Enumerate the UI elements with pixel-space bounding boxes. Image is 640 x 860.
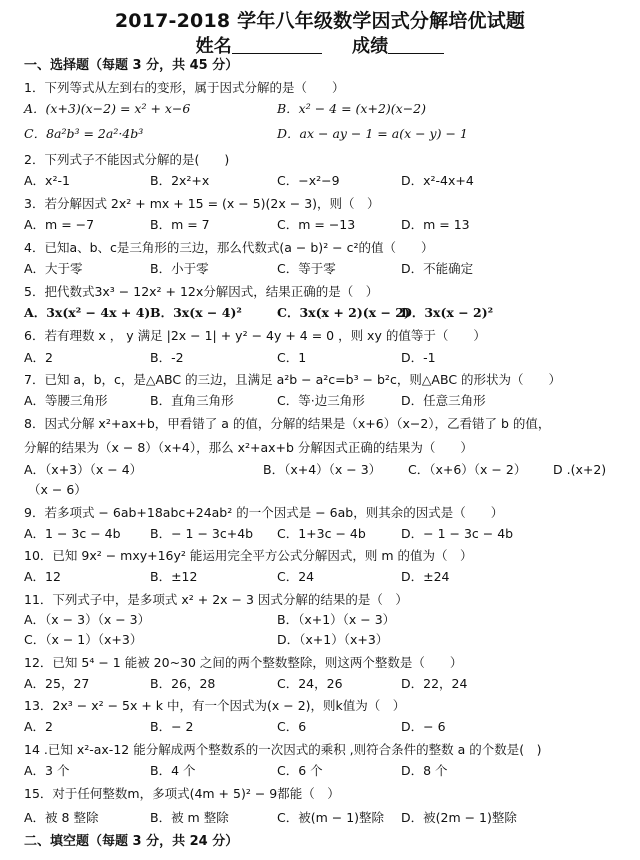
question-15-option-a: A．被 8 整除 [24,810,99,825]
section-choice-heading: 一、选择题（每题 3 分，共 45 分） [24,58,239,73]
question-14: 14 .已知 x²-ax-12 能分解成两个整数系的一次因式的乘积 ,则符合条件的整数 a 的个数是( ) [24,742,542,757]
question-4-option-c: C．等于零 [277,261,336,276]
question-11-option-a: A．（x − 3）（x − 3） [24,612,151,627]
question-3-option-b: B．m = 7 [150,217,210,232]
question-7-option-a: A．等腰三角形 [24,393,108,408]
question-12-option-b: B．26，28 [150,676,216,691]
question-4-option-a: A．大于零 [24,261,83,276]
question-6: 6．若有理数 x ， y 满足 |2x − 1| + y² − 4y + 4 = 0 ，则 xy 的值等于（ ） [24,328,486,343]
question-5-option-d: D．3x(x − 2)² [401,305,494,320]
question-4: 4．已知a、b、c是三角形的三边，那么代数式(a − b)² − c²的值（ ） [24,240,434,255]
question-13-option-b: B．− 2 [150,719,194,734]
question-9: 9．若多项式 − 6ab+18abc+24ab² 的一个因式是 − 6ab，则其余的因式是（ ） [24,505,504,520]
question-2: 2．下列式子不能因式分解的是( ) [24,152,230,167]
question-11-option-c: C．（x − 1）（x+3） [24,632,143,647]
name-score-line [0,32,640,58]
question-11-option-b: B．（x+1）（x − 3） [277,612,396,627]
question-8-option-d: D .(x+2) [553,462,607,477]
question-7-option-c: C．等·边三角形 [277,393,365,408]
question-1-option-c: C．8a²b³ = 2a²·4b³ [24,126,144,141]
question-3-option-c: C．m = −13 [277,217,356,232]
question-10-option-b: B．±12 [150,569,198,584]
question-7-option-d: D．任意三角形 [401,393,486,408]
question-9-option-c: C．1+3c − 4b [277,526,366,541]
question-10-option-d: D．±24 [401,569,450,584]
question-10-option-a: A．12 [24,569,61,584]
question-5: 5．把代数式3x³ − 12x² + 12x分解因式，结果正确的是（ ） [24,284,379,299]
question-9-option-a: A．1 − 3c − 4b [24,526,121,541]
question-8-line-1: 8．因式分解 x²+ax+b，甲看错了 a 的值，分解的结果是（x+6）（x−2），乙看错了 b 的值， [24,416,551,431]
question-8-line-2: 分解的结果为（x − 8）（x+4），那么 x²+ax+b 分解因式正确的结果为（ ） [24,440,473,455]
question-6-option-a: A．2 [24,350,54,365]
question-2-option-a: A．x²-1 [24,173,70,188]
question-14-option-a: A．3 个 [24,763,70,778]
question-4-option-b: B．小于零 [150,261,209,276]
section-fill-heading: 二、填空题（每题 3 分，共 24 分） [24,834,239,849]
question-14-option-d: D．8 个 [401,763,448,778]
score-label: 成绩 [352,36,389,57]
question-12-option-c: C．24，26 [277,676,343,691]
question-13-option-d: D．− 6 [401,719,446,734]
question-15-option-d: D．被(2m − 1)整除 [401,810,517,825]
question-7-option-b: B．直角三角形 [150,393,234,408]
question-6-option-c: C．1 [277,350,307,365]
question-1-option-d: D．ax − ay − 1 = a(x − y) − 1 [277,126,468,141]
question-1: 1．下列等式从左到右的变形，属于因式分解的是（ ） [24,80,345,95]
name-blank[interactable] [232,37,322,54]
question-1-option-b: B．x² − 4 = (x+2)(x−2) [277,101,426,116]
question-5-option-c: C．3x(x + 2)(x − 2) [277,305,410,320]
question-2-option-b: B．2x²+x [150,173,210,188]
question-5-option-a: A．3x(x² − 4x + 4) [24,305,151,320]
question-15-option-c: C．被(m − 1)整除 [277,810,385,825]
question-6-option-d: D．-1 [401,350,436,365]
question-12-option-a: A．25，27 [24,676,90,691]
question-13: 13．2x³ − x² − 5x + k 中，有一个因式为(x − 2)，则k值为（ ） [24,698,406,713]
question-8-option-d-cont: （x − 6） [28,482,87,497]
question-6-option-b: B．-2 [150,350,184,365]
question-5-option-b: B．3x(x − 4)² [150,305,242,320]
question-11: 11．下列式子中，是多项式 x² + 2x − 3 因式分解的结果的是（ ） [24,592,408,607]
score-blank[interactable] [388,37,444,54]
question-14-option-b: B．4 个 [150,763,196,778]
question-3: 3．若分解因式 2x² + mx + 15 = (x − 5)(2x − 3)，则（ ） [24,196,380,211]
question-15: 15．对于任何整数m，多项式(4m + 5)² − 9都能（ ） [24,786,340,801]
question-12: 12．已知 5⁴ − 1 能被 20~30 之间的两个整数整除，则这两个整数是（ ） [24,655,463,670]
question-11-option-d: D．（x+1）（x+3） [277,632,389,647]
question-7: 7．已知 a，b，c，是△ABC 的三边，且满足 a²b − a²c=b³ − b²c，则△ABC 的形状为（ ） [24,372,562,387]
question-12-option-d: D．22，24 [401,676,468,691]
name-label: 姓名 [195,36,232,57]
question-2-option-c: C．−x²−9 [277,173,340,188]
question-4-option-d: D．不能确定 [401,261,474,276]
question-3-option-d: D．m = 13 [401,217,470,232]
question-1-option-a: A．(x+3)(x−2) = x² + x−6 [24,101,191,116]
question-2-option-d: D．x²-4x+4 [401,173,474,188]
question-8-option-c: C．（x+6）（x − 2） [408,462,527,477]
question-10: 10．已知 9x² − mxy+16y² 能运用完全平方公式分解因式，则 m 的值为（ ） [24,548,473,563]
question-8-option-a: A．（x+3）（x − 4） [24,462,143,477]
question-14-option-c: C．6 个 [277,763,323,778]
question-13-option-a: A．2 [24,719,54,734]
question-8-option-b: B．（x+4）（x − 3） [263,462,382,477]
question-13-option-c: C．6 [277,719,307,734]
question-9-option-d: D．− 1 − 3c − 4b [401,526,514,541]
question-10-option-c: C．24 [277,569,315,584]
question-15-option-b: B．被 m 整除 [150,810,229,825]
exam-title: 2017-2018 学年八年级数学因式分解培优试题 [114,10,526,32]
question-3-option-a: A．m = −7 [24,217,95,232]
question-9-option-b: B．− 1 − 3c+4b [150,526,254,541]
